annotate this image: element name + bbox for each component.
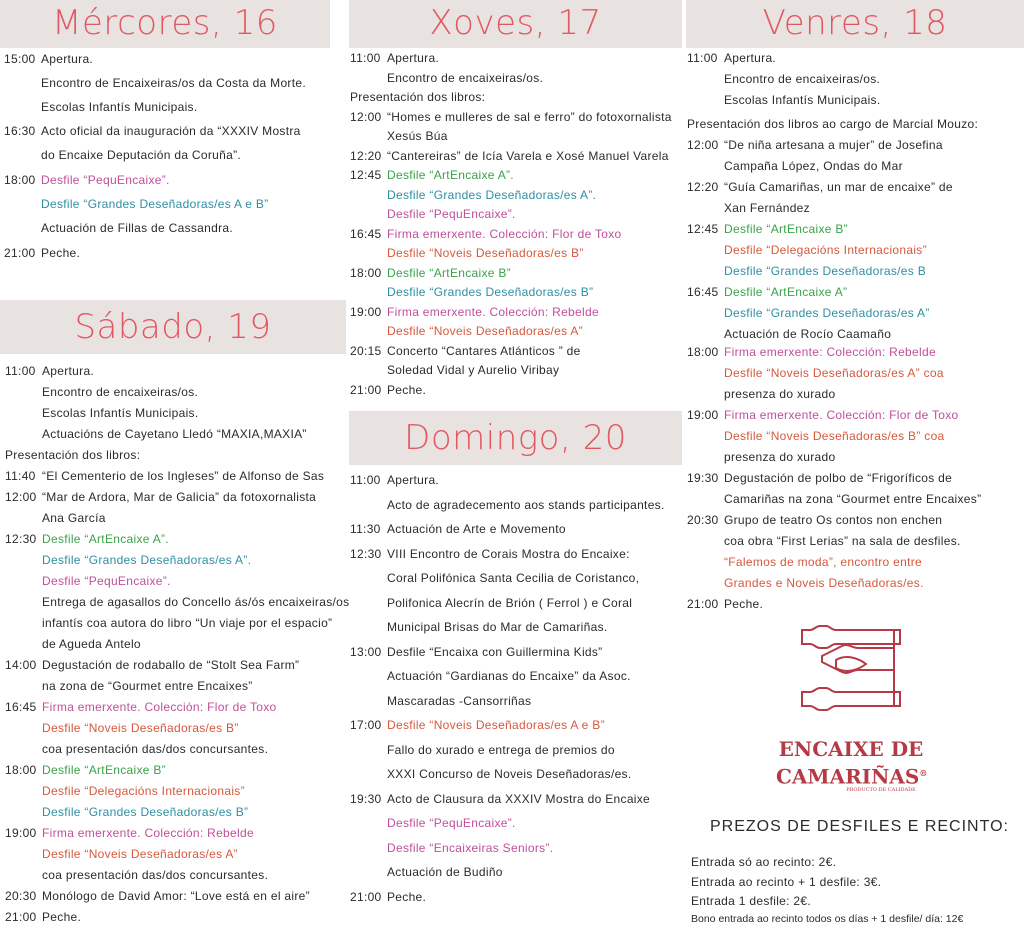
entry-text: Desfile “Grandes Deseñadoras/es B” [387,285,594,299]
entry-text: infantís coa autora do libro “Un viaje por el espacio” [42,616,333,630]
entry-text: Peche. [724,597,764,611]
schedule-saturday [0,360,350,940]
entry-text: Peche. [387,382,427,397]
entry-text: Actuación de Arte e Movemento [387,522,566,536]
entry-text: Escolas Infantís Municipais. [724,93,881,107]
entry-text: Desfile “Noveis Deseñadoras/es A e B” [387,718,605,732]
entry-text: Ana García [42,511,106,525]
entry-text: Desfile “ArtEncaixe B” [724,222,848,236]
entry-text: presenza do xurado [724,450,836,464]
entry-time: 18:00 [687,345,719,359]
entry-text: Desfile “Noveis Deseñadoras/es A” [42,847,238,861]
entry-text: “De niña artesana a mujer” de Josefina [724,138,943,152]
entry-time: 15:00 [4,52,36,66]
logo-line2-text: CAMARIÑAS [776,764,920,789]
entry-text: Campaña López, Ondas do Mar [724,159,903,173]
entry-text: Actuacións de Cayetano Lledó “MAXIA,MAXIA” [42,427,307,441]
entry-text: coa obra “First Lerias” na sala de desfiles. [724,534,961,548]
entry-text: Entrega de agasallos do Concello ás/ós encaixeiras/os [42,595,350,609]
entry-text: Presentación dos libros: [5,448,141,462]
day-header-saturday: Sábado, 19 [0,300,346,354]
entry-time: 12:20 [687,180,719,194]
entry-time: 12:00 [687,138,719,152]
entry-text: Desfile “Noveis Deseñadoras/es B” [42,721,239,735]
entry-text: Apertura. [42,364,95,378]
entry-text: Desfile “Grandes Deseñadoras/es A” [724,306,930,320]
entry-text: Desfile “ArtEncaixe B” [387,265,511,280]
entry-time: 12:30 [350,546,382,561]
entry-time: 21:00 [4,246,36,260]
entry-text: Apertura. [387,51,440,65]
entry-text: “El Cementerio de los Ingleses” de Alfonso de Sas [42,469,325,483]
entry-time: 21:00 [350,889,382,904]
entry-text: Desfile “PequEncaixe”. [41,173,170,187]
prices-title: PREZOS DE DESFILES E RECINTO: [710,818,1009,835]
entry-text: Encontro de Encaixeiras/os da Costa da Morte. [41,76,306,90]
entry-time: 21:00 [687,597,719,611]
entry-text: Actuación de Budiño [387,865,503,879]
entry-text: Peche. [387,889,427,904]
price-line: Entrada só ao recinto: 2€. [691,855,837,869]
entry-text: Monólogo de David Amor: “Love está en el aire” [42,889,310,903]
bobbin-lace-logo-icon [796,620,906,725]
entry-text: Degustación de rodaballo de “Stolt Sea Farm” [42,658,300,672]
entry-text: Acto oficial da inauguración da “XXXIV Mostra [41,124,301,138]
entry-text: presenza do xurado [724,387,836,401]
price-line: Entrada ao recinto + 1 desfile: 3€. [691,875,882,889]
entry-text: Apertura. [387,473,440,487]
entry-text: “Falemos de moda”, encontro entre [724,555,922,569]
entry-time: 16:45 [687,285,719,299]
entry-text: Desfile “PequEncaixe”. [387,207,516,221]
entry-text: Degustación de polbo de “Frigoríficos de [724,471,953,485]
entry-text: XXXI Concurso de Noveis Deseñadoras/es. [387,767,632,781]
entry-text: Acto de Clausura da XXXIV Mostra do Encaixe [387,791,651,806]
entry-time: 12:20 [350,148,382,163]
entry-text: VIII Encontro de Corais Mostra do Encaixe: [387,546,630,561]
entry-text: Desfile “Encaixa con Guillermina Kids” [387,644,603,659]
entry-time: 19:30 [687,471,719,485]
entry-time: 11:00 [687,51,718,65]
entry-text: Apertura. [724,51,777,65]
schedule-sunday [349,470,682,910]
entry-time: 20:30 [5,889,37,903]
entry-text: Desfile “Noveis Deseñadoras/es A” coa [724,366,944,380]
entry-text: Desfile “ArtEncaixe A”. [387,168,514,182]
entry-time: 11:40 [5,469,36,483]
entry-text: Firma emerxente. Colección: Flor de Toxo [387,226,622,241]
day-header-wednesday: Mércores, 16 [0,0,330,48]
entry-text: Firma emerxente. Colección: Flor de Toxo [724,408,959,422]
column-left [0,0,350,949]
entry-time: 12:00 [5,490,37,504]
day-header-friday: Venres, 18 [686,0,1024,48]
entry-time: 11:00 [350,51,381,65]
entry-time: 18:00 [350,265,382,280]
schedule-thursday [349,48,682,398]
entry-text: Fallo do xurado e entrega de premios do [387,742,615,757]
entry-time: 12:45 [687,222,719,236]
entry-text: Apertura. [41,52,94,66]
schedule-friday [686,48,1024,618]
entry-time: 14:00 [5,658,37,672]
entry-text: Encontro de encaixeiras/os. [724,72,881,86]
entry-text: Coral Polifónica Santa Cecilia de Coristanco, [387,571,640,585]
entry-text: Actuación de Fillas de Cassandra. [41,221,233,235]
entry-text: Polifonica Alecrín de Brión ( Ferrol ) e Coral [387,595,633,610]
entry-text: Firma emerxente. Colección: Flor de Toxo [42,700,277,714]
entry-text: Actuación “Gardianas do Encaixe” da Asoc. [387,669,631,683]
entry-text: Desfile “Grandes Deseñadoras/es B [724,264,926,278]
entry-text: Presentación dos libros: [350,90,486,104]
price-line: Bono entrada ao recinto todos os días + 1 desfile/ día: 12€ [691,913,964,925]
entry-text: Desfile “Grandes Deseñadoras/es A e B” [41,197,269,211]
entry-time: 12:45 [350,168,382,182]
entry-text: Desfile “ArtEncaixe A” [724,285,848,299]
entry-text: Firma emerxente. Colección: Rebelde [42,826,254,840]
logo-line1: ENCAIXE DE [778,737,924,761]
entry-text: Desfile “PequEncaixe”. [42,574,171,588]
entry-text: Concerto “Cantares Atlánticos ” de [387,343,581,358]
entry-text: Xan Fernández [724,201,810,215]
entry-time: 19:00 [5,826,37,840]
entry-time: 20:30 [687,513,719,527]
entry-time: 16:45 [5,700,37,714]
entry-text: coa presentación das/dos concursantes. [42,742,269,756]
registered-mark: ® [919,768,928,778]
entry-text: Desfile “Grandes Deseñadoras/es A”. [42,553,252,567]
entry-text: Desfile “ArtEncaixe B” [42,763,166,777]
entry-time: 11:00 [350,473,381,487]
entry-text: Desfile “PequEncaixe”. [387,816,516,830]
entry-text: “Cantereiras” de Icía Varela e Xosé Manuel Varela [387,148,669,163]
entry-text: Escolas Infantís Municipais. [41,100,198,114]
entry-text: Desfile “Noveis Deseñadoras/es B” coa [724,429,945,443]
entry-text: “Guía Camariñas, un mar de encaixe” de [724,180,953,194]
entry-text: Grupo de teatro Os contos non enchen [724,513,943,527]
day-header-sunday: Domingo, 20 [349,411,682,465]
entry-text: Grandes e Noveis Deseñadoras/es. [724,576,924,590]
entry-text: Desfile “Delegacións Internacionais” [724,243,927,257]
column-middle [349,0,682,949]
entry-time: 11:30 [350,522,381,536]
entry-text: Desfile “ArtEncaixe A”. [42,532,169,546]
schedule-wednesday [0,48,346,298]
entry-text: “Mar de Ardora, Mar de Galicia” da fotoxornalista [42,490,317,504]
entry-time: 21:00 [5,910,37,924]
entry-time: 16:30 [4,124,36,138]
entry-text: Presentación dos libros ao cargo de Marcial Mouzo: [687,117,979,131]
entry-time: 13:00 [350,644,382,659]
entry-text: Camariñas na zona “Gourmet entre Encaixes” [724,492,982,506]
entry-text: Acto de agradecemento aos stands participantes. [387,497,665,512]
entry-text: Peche. [41,246,81,260]
entry-text: Actuación de Rocío Caamaño [724,327,892,341]
entry-time: 18:00 [4,173,36,187]
entry-time: 19:00 [687,408,719,422]
column-right [686,0,1024,949]
entry-time: 16:45 [350,226,382,241]
entry-time: 19:00 [350,304,382,319]
entry-text: Desfile “Grandes Deseñadoras/es A”. [387,187,597,202]
entry-text: Firma emerxente: Colección: Rebelde [724,345,936,359]
entry-text: Desfile “Grandes Deseñadoras/es B” [42,805,249,819]
entry-time: 21:00 [350,382,382,397]
entry-text: Municipal Brisas do Mar de Camariñas. [387,620,608,634]
entry-text: Peche. [42,910,82,924]
entry-text: Escolas Infantís Municipais. [42,406,199,420]
entry-text: Soledad Vidal y Aurelio Viribay [387,363,560,377]
entry-text: de Agueda Antelo [42,637,141,651]
entry-time: 18:00 [5,763,37,777]
entry-time: 19:30 [350,791,382,806]
entry-text: Encontro de encaixeiras/os. [42,385,199,399]
entry-text: Desfile “Noveis Deseñadoras/es A” [387,324,583,338]
entry-text: na zona de “Gourmet entre Encaixes” [42,679,253,693]
entry-text: “Homes e mulleres de sal e ferro” do fotoxornalista [387,109,672,124]
entry-text: Encontro de encaixeiras/os. [387,70,544,85]
entry-text: Mascaradas -Cansorriñas [387,693,532,708]
price-line: Entrada 1 desfile: 2€. [691,894,812,908]
day-header-thursday: Xoves, 17 [349,0,682,48]
logo-line2 [776,762,926,788]
entry-text: Desfile “Delegacións Internacionais” [42,784,245,798]
entry-time: 20:15 [350,343,382,358]
entry-text: Firma emerxente. Colección: Rebelde [387,304,599,319]
entry-time: 12:30 [5,532,37,546]
logo-subtitle: PRODUCTO DE CALIDADE [846,787,916,793]
entry-text: Desfile “Noveis Deseñadoras/es B” [387,246,584,260]
entry-text: do Encaixe Deputación da Coruña”. [41,148,242,162]
entry-time: 11:00 [5,364,36,378]
entry-text: Xesús Búa [387,129,448,143]
entry-text: Desfile “Encaixeiras Seniors”. [387,840,554,855]
entry-time: 12:00 [350,109,382,124]
entry-text: coa presentación das/dos concursantes. [42,868,269,882]
entry-time: 17:00 [350,718,382,732]
